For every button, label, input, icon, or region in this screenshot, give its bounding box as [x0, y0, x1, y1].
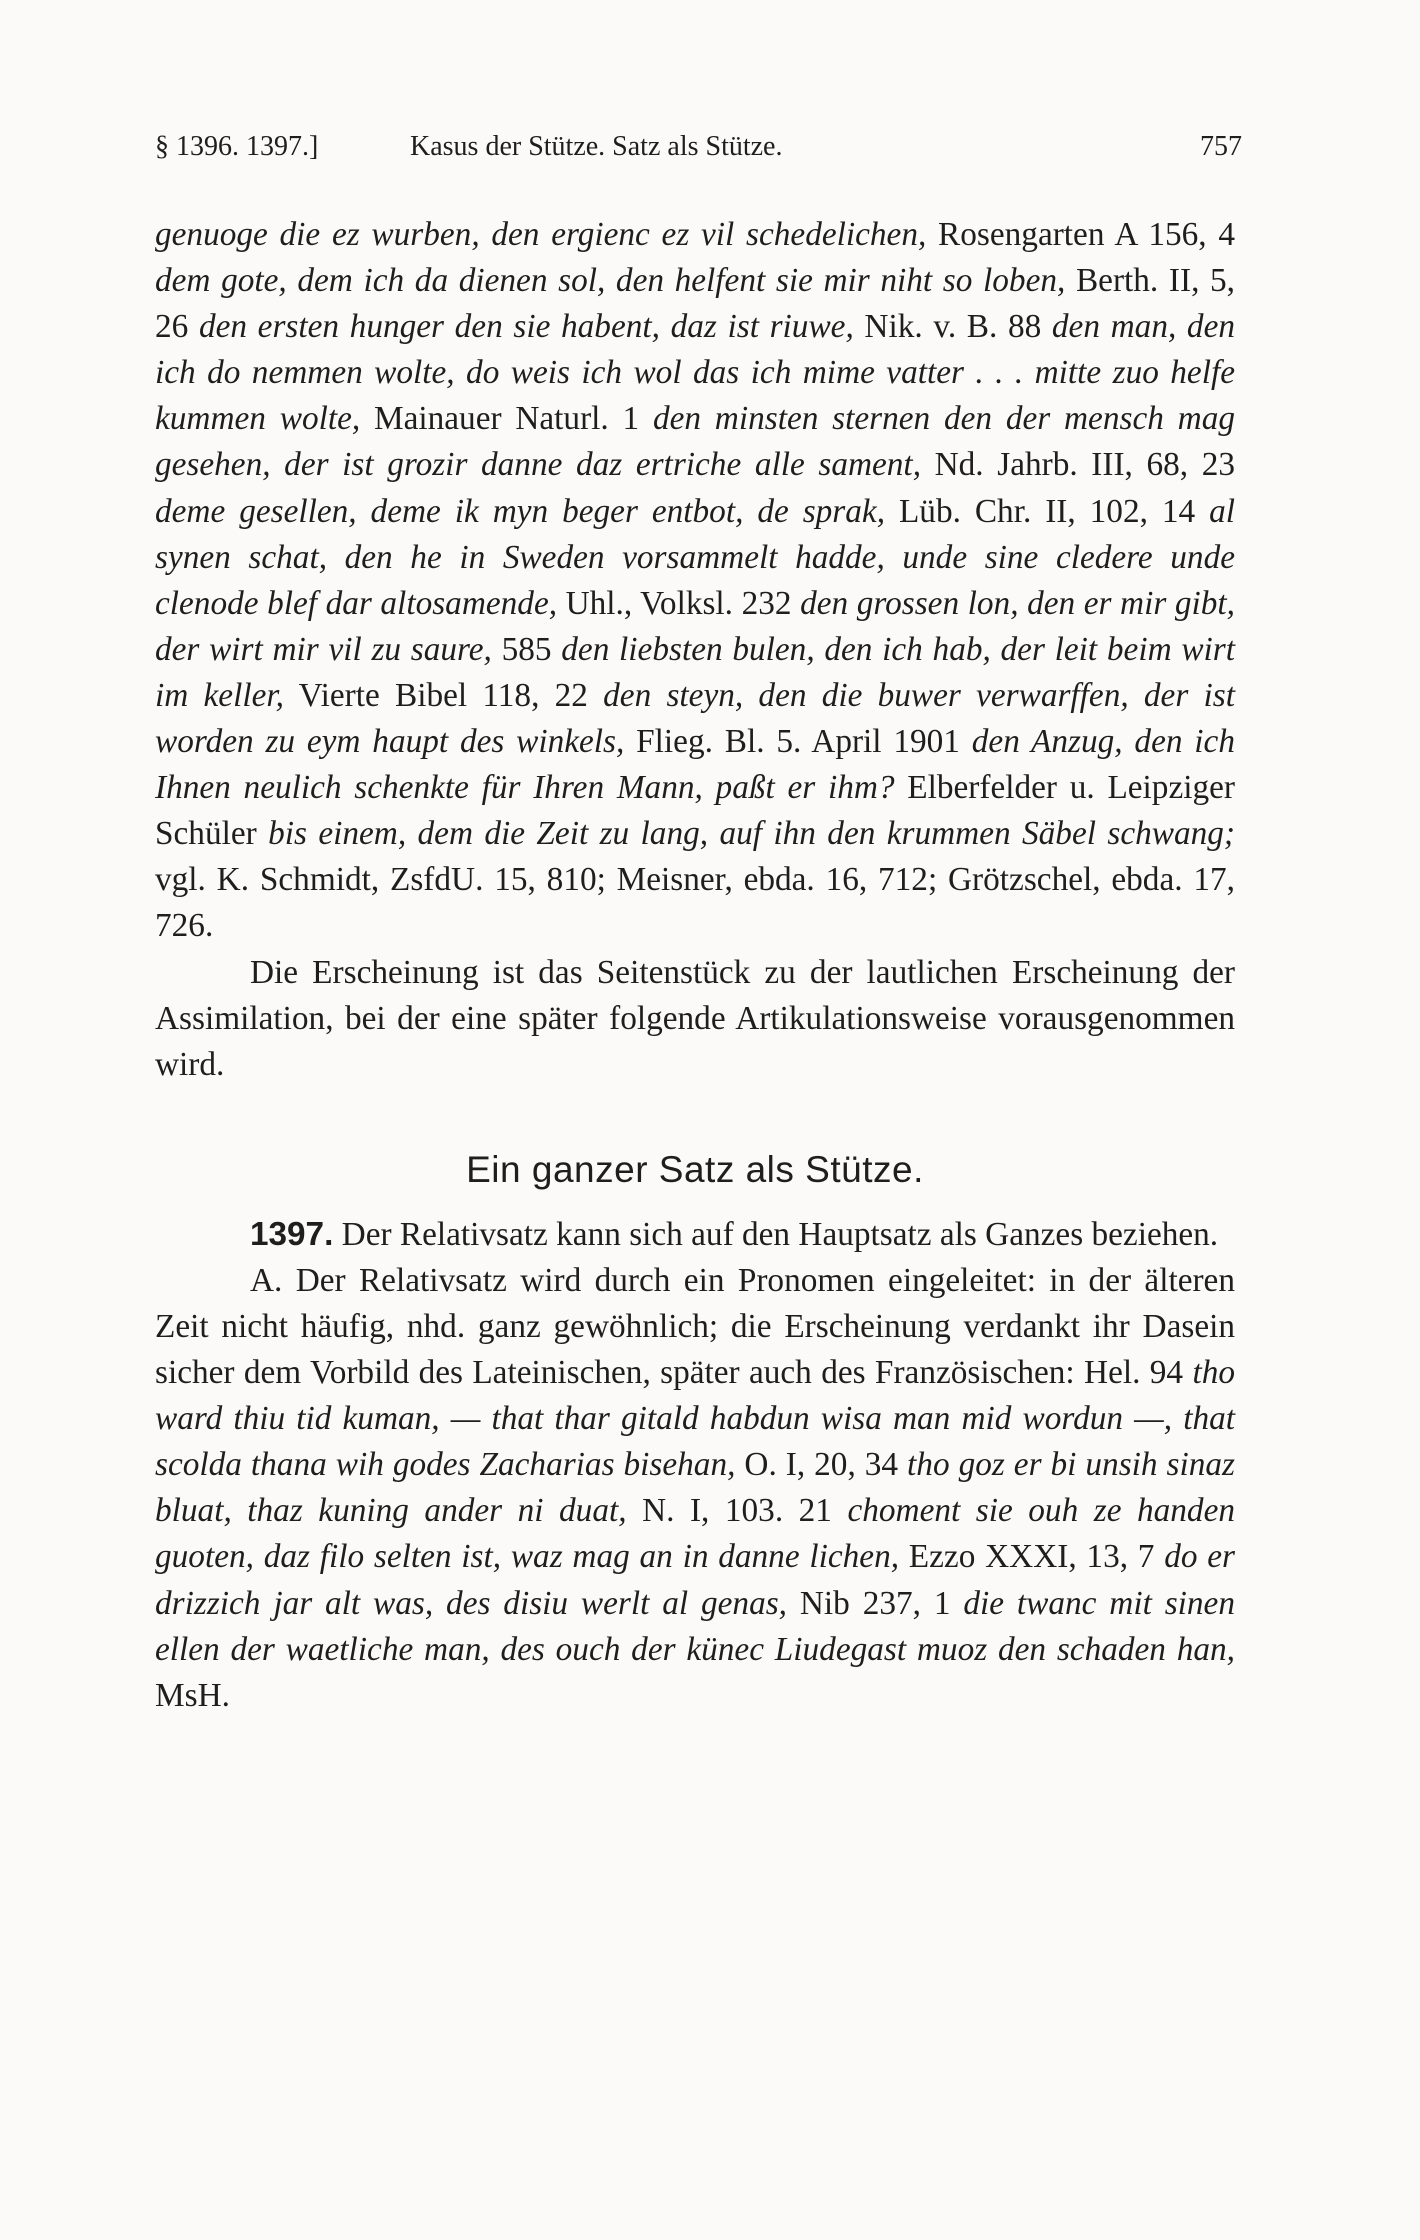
quoted-text: genuoge die ez wurben, den ergienc ez vil schedelichen, — [155, 216, 927, 253]
citation-text: Elberfelder u. Leipziger Schüler — [155, 769, 1236, 853]
page-body — [155, 212, 1235, 1719]
citation-text: 585 — [491, 630, 562, 668]
citation-text: Berth. II, 5, 26 — [155, 262, 1235, 346]
header-section-ref: § 1396. 1397.] — [155, 131, 319, 162]
quoted-text: den liebsten bulen, den ich hab, der leit beim wirt im keller, — [155, 630, 1235, 714]
quoted-text: al synen schat, den he in Sweden vorsammelt hadde, unde sine cledere unde clenode blef dar altosamende, — [155, 492, 1235, 622]
paragraph-assimilation: Die Erscheinung ist das Seitenstück zu der lautlichen Erscheinung der Assimilation, bei der eine später folgende Artikulationsweise vorausgenommen wird. — [155, 953, 1235, 1083]
quoted-text: tho ward thiu tid kuman, — that thar gitald habdun wisa man mid wordun —, that scolda thana wih godes Zacharias bisehan, — [155, 1354, 1235, 1484]
quoted-text: den Anzug, den ich Ihnen neulich schenkte für Ihren Mann, paßt er ihm? — [155, 723, 1235, 807]
citation-text: Rosengarten A 156, 4 — [926, 216, 1235, 253]
citation-text: Vierte Bibel 118, 22 — [283, 676, 604, 714]
paragraph-1397-text: Der Relativsatz kann sich auf den Hauptsatz als Ganzes beziehen. — [333, 1215, 1219, 1253]
header-title: Kasus der Stütze. Satz als Stütze. — [410, 131, 783, 162]
quoted-text: do er drizzich jar alt was, des disiu werlt al genas, — [155, 1538, 1235, 1622]
quoted-text: bis einem, dem die Zeit zu lang, auf ihn den krummen Säbel schwang; — [268, 815, 1235, 853]
quoted-text: dem gote, dem ich da dienen sol, den helfent sie mir niht so loben, — [155, 262, 1066, 300]
paragraph-1397 — [155, 1212, 1235, 1258]
citation-text: Nik. v. B. 88 — [853, 308, 1052, 346]
citation-text: Nd. Jahrb. III, 68, 23 — [921, 446, 1235, 484]
citation-text: Nib 237, 1 — [787, 1584, 964, 1622]
citation-text: Mainauer Naturl. 1 — [360, 400, 653, 438]
citation-text: Ezzo XXXI, 13, 7 — [899, 1538, 1165, 1576]
quoted-text: den man, den ich do nemmen wolte, do weis ich wol das ich mime vatter . . . mitte zuo helfe kummen wolte, — [155, 308, 1236, 438]
section-heading: Ein ganzer Satz als Stütze. — [466, 1148, 924, 1190]
quoted-text: den minsten sternen den der mensch mag gesehen, der ist grozir danne daz ertriche alle sament, — [155, 400, 1235, 484]
citation-text: Uhl., Volksl. 232 — [557, 584, 801, 622]
citation-text: O. I, 20, 34 — [735, 1446, 908, 1484]
quoted-text: die twanc mit sinen ellen der waetliche man, des ouch der künec Liudegast muoz den schaden han, — [155, 1584, 1235, 1668]
section-number: 1397. — [250, 1215, 334, 1253]
quoted-text: tho goz er bi unsih sinaz bluat, thaz kuning ander ni duat, — [155, 1446, 1236, 1530]
quoted-text: deme gesellen, deme ik myn beger entbot, de sprak, — [155, 492, 886, 530]
quoted-text: den ersten hunger den sie habent, daz ist riuwe, — [198, 308, 854, 346]
quoted-text: den grossen lon, den er mir gibt, der wirt mir vil zu saure, — [155, 584, 1235, 668]
citation-text: vgl. K. Schmidt, ZsfdU. 15, 810; Meisner, ebda. 16, 712; Grötzschel, ebda. 17, 726. — [155, 861, 1235, 945]
page-number: 757 — [1200, 131, 1242, 162]
citation-text: Lüb. Chr. II, 102, 14 — [885, 492, 1210, 530]
citation-text: Flieg. Bl. 5. April 1901 — [624, 723, 972, 761]
paragraph-examples — [155, 212, 1235, 950]
citation-text: A. Der Relativsatz wird durch ein Pronomen eingeleitet: in der älteren Zeit nicht häufig, nhd. ganz gewöhnlich; die Erscheinung verdankt ihr Dasein sicher dem Vorbild des Lateinischen, später auch des Französischen: Hel. 94 — [155, 1261, 1235, 1392]
citation-text: N. I, 103. 21 — [626, 1492, 848, 1530]
book-page — [155, 122, 1242, 2122]
quoted-text: den steyn, den die buwer verwarffen, der ist worden zu eym haupt des winkels, — [155, 676, 1235, 761]
quoted-text: choment sie ouh ze handen guoten, daz filo selten ist, waz mag an in danne lichen, — [155, 1492, 1235, 1576]
paragraph-relativsatz-a — [155, 1258, 1235, 1719]
citation-text: MsH. — [155, 1676, 230, 1714]
running-header — [155, 122, 1242, 172]
